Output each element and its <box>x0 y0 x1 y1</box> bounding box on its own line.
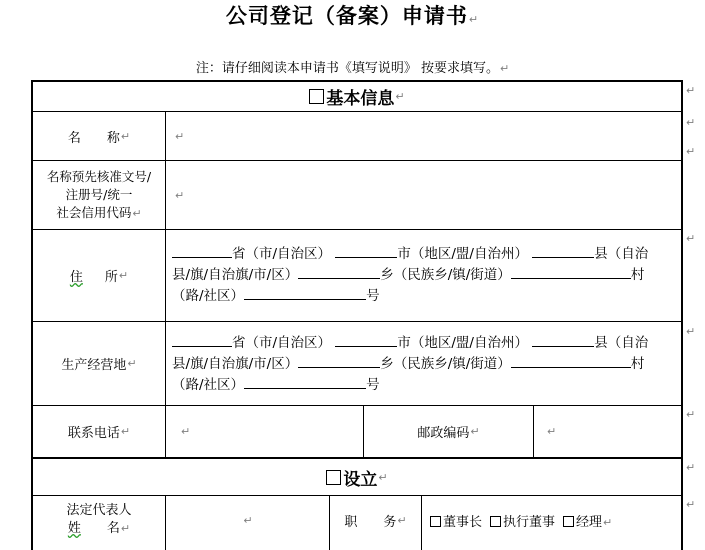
field-residence-address[interactable]: 省（市/自治区） 市（地区/盟/自治州） 县（自治 县/旗/自治旗/市/区） 乡（民族乡/镇/街道） 村 （路/社区） 号 <box>172 246 649 304</box>
field-business-address[interactable]: 省（市/自治区） 市（地区/盟/自治州） 县（自治 县/旗/自治旗/市/区） 乡（民族乡/镇/街道） 村 （路/社区） 号 <box>172 335 649 393</box>
field-position-options <box>422 496 683 544</box>
checkbox-icon[interactable] <box>490 516 501 527</box>
checkbox-icon[interactable] <box>309 89 324 104</box>
field-legal-rep-name[interactable]: ↵ <box>243 513 253 527</box>
option-executive-director[interactable]: 执行董事 <box>490 511 555 530</box>
checkbox-icon[interactable] <box>430 516 441 527</box>
label-business-place: 生产经营地 ↵ <box>61 357 137 373</box>
checkbox-icon[interactable] <box>326 470 341 485</box>
label-residence: 住 所 ↵ <box>69 269 129 285</box>
option-chairman[interactable]: 董事长 <box>430 511 482 530</box>
label-name-code: 名称预先核准文号/ 注册号/统一 社会信用代码↵ <box>46 168 152 220</box>
section-establish: 设立 ↵ <box>33 459 681 495</box>
label-legal-rep: 法定代表人 姓 名↵ <box>66 503 132 536</box>
field-name[interactable]: ↵ <box>175 129 185 143</box>
section-basic-info: 基本信息 ↵ <box>33 82 681 111</box>
label-name: 名 称 ↵ <box>67 129 131 146</box>
checkbox-icon[interactable] <box>563 516 574 527</box>
field-phone[interactable]: ↵ <box>181 425 191 438</box>
field-name-code[interactable]: ↵ <box>175 188 185 202</box>
form-title: 公司登记（备案）申请书↵ <box>225 4 480 28</box>
field-postcode[interactable]: ↵ <box>547 425 557 438</box>
option-manager[interactable]: 经理↵ <box>563 511 612 530</box>
label-position: 职 务 ↵ <box>344 513 407 530</box>
form-note: 注：请仔细阅读本申请书《填写说明》 按要求填写。↵ <box>195 61 510 76</box>
label-postcode: 邮政编码 ↵ <box>417 425 480 441</box>
label-phone: 联系电话 ↵ <box>67 425 131 441</box>
